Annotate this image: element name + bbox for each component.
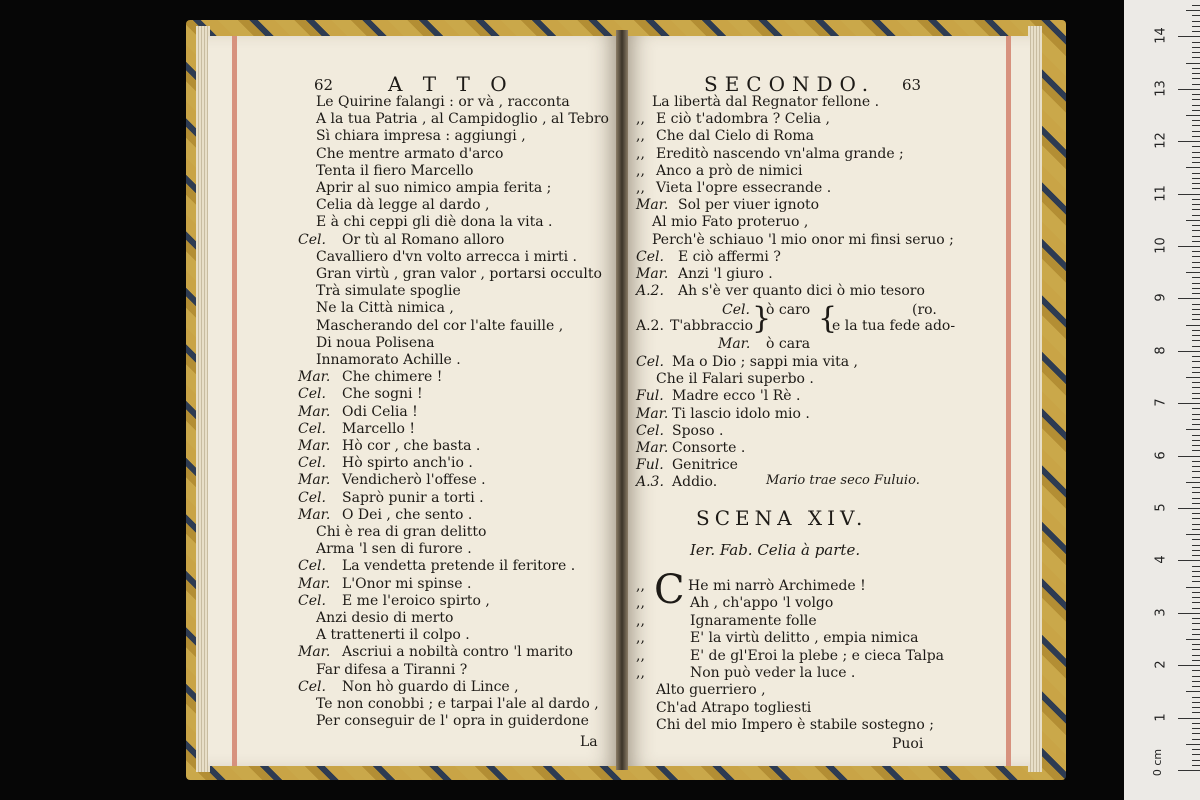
ruler-tick — [1178, 718, 1200, 719]
verse-text: Te non conobbi ; e tarpai l'ale al dardo , — [316, 696, 599, 712]
verse-text: Alto guerriero , — [656, 682, 766, 699]
ruler-tick — [1192, 110, 1200, 111]
ruler-tick — [1178, 508, 1200, 509]
ruler-tick — [1178, 403, 1200, 404]
verse-text: Vieta l'opre essecrande . — [656, 180, 832, 196]
ruler-tick — [1192, 288, 1200, 289]
verse-text: Sì chiara impresa : aggiungi , — [316, 128, 526, 145]
ruler-tick — [1186, 167, 1200, 168]
ruler-tick — [1192, 356, 1200, 357]
quote-mark: ,, — [636, 111, 645, 128]
ruler-tick — [1192, 236, 1200, 237]
ruler-tick — [1192, 592, 1200, 593]
ruler-tick — [1192, 256, 1200, 257]
ruler-tick — [1192, 697, 1200, 698]
speaker-label: Mar. — [636, 266, 669, 282]
speaker-label: Mar. — [298, 472, 331, 489]
verse-text: Tenta il fiero Marcello — [316, 162, 474, 179]
verse-text: Chi è rea di gran delitto — [316, 524, 487, 540]
ruler-tick — [1192, 618, 1200, 619]
speaker-label: Cel. — [298, 386, 326, 403]
ruler-tick — [1192, 424, 1200, 425]
right-red-edge — [1006, 36, 1011, 766]
ruler-number: 3 — [1153, 608, 1169, 617]
ruler-tick — [1192, 387, 1200, 388]
ruler-tick — [1178, 246, 1200, 247]
verse-text: Perch'è schiauo 'l mio onor mi finsi seruo ; — [652, 231, 954, 248]
ruler-tick — [1192, 765, 1200, 766]
verse-text: E' la virtù delitto , empia nimica — [690, 630, 919, 647]
ruler-tick — [1178, 665, 1200, 666]
left-catchword: La — [580, 734, 598, 750]
verse-text: E me l'eroico spirto , — [342, 592, 490, 609]
ruler-tick — [1192, 372, 1200, 373]
verse-text: Marcello ! — [342, 420, 415, 437]
ruler-tick — [1192, 230, 1200, 231]
ruler-tick — [1178, 298, 1200, 299]
verse-text: Madre ecco 'l Rè . — [672, 388, 801, 405]
ruler-tick — [1192, 445, 1200, 446]
ruler-tick — [1192, 393, 1200, 394]
ruler-tick — [1192, 760, 1200, 761]
speaker-label: Cel. — [298, 592, 326, 609]
verse-text: E ciò t'adombra ? Celia , — [656, 111, 830, 128]
verse-text: He mi narrò Archimede ! — [688, 578, 866, 594]
ruler-tick — [1192, 309, 1200, 310]
ruler-tick — [1186, 272, 1200, 273]
verse-text: Le Quirine falangi : or và , racconta — [316, 94, 570, 110]
speaker-label: Ful. — [636, 388, 664, 405]
scene-title: SCENA XIV. — [696, 506, 868, 530]
speaker-label: A.3. — [636, 474, 664, 491]
ruler-tick — [1192, 26, 1200, 27]
speaker-label: Mar. — [636, 440, 669, 456]
ruler-tick — [1192, 634, 1200, 635]
verse-text: Aprir al suo nimico ampia ferita ; — [316, 180, 552, 196]
ruler-tick — [1192, 47, 1200, 48]
ruler-number: 6 — [1153, 450, 1169, 460]
drop-capital: C — [654, 567, 685, 613]
quote-mark: ,, — [636, 612, 645, 629]
ruler-tick — [1192, 419, 1200, 420]
ruler-tick — [1192, 157, 1200, 158]
ruler-tick — [1186, 10, 1200, 11]
speaker-label: Mar. — [298, 403, 331, 420]
speaker-label: Cel. — [636, 354, 664, 370]
verse-text: Che mentre armato d'arco — [316, 145, 504, 162]
ruler-tick — [1192, 571, 1200, 572]
ruler-tick — [1192, 346, 1200, 347]
ruler-tick — [1192, 267, 1200, 268]
ruler-tick — [1192, 15, 1200, 16]
ruler-tick — [1192, 555, 1200, 556]
ruler-tick — [1186, 325, 1200, 326]
ruler-tick — [1192, 225, 1200, 226]
ruler-number: 4 — [1153, 555, 1169, 565]
book-gutter — [616, 30, 628, 770]
ruler-tick — [1178, 770, 1200, 771]
ruler-tick — [1192, 686, 1200, 687]
ruler-tick — [1192, 188, 1200, 189]
verse-text: Or tù al Romano alloro — [342, 231, 505, 248]
ruler-tick — [1192, 707, 1200, 708]
speaker-label: Ful. — [636, 457, 664, 474]
duet-mar-word: ò cara — [766, 336, 811, 352]
ruler-tick — [1192, 670, 1200, 671]
ruler-tick — [1192, 73, 1200, 74]
verse-text: E' de gl'Eroi la plebe ; e cieca Talpa — [690, 647, 944, 664]
ruler-number: 11 — [1153, 184, 1169, 202]
verse-text: Trà simulate spoglie — [316, 283, 461, 300]
right-brace-icon: { — [818, 301, 838, 336]
ruler-tick — [1192, 545, 1200, 546]
speaker-label: Mar. — [636, 197, 669, 214]
quote-mark: ,, — [636, 578, 645, 594]
ruler-tick — [1192, 398, 1200, 399]
ruler-tick — [1192, 125, 1200, 126]
verse-text: Saprò punir a torti . — [342, 489, 484, 506]
ruler-number: 2 — [1153, 660, 1169, 669]
verse-text: A la tua Patria , al Campidoglio , al Tebro — [316, 111, 609, 128]
ruler-tick — [1178, 613, 1200, 614]
ruler-tick — [1192, 361, 1200, 362]
ruler-tick — [1192, 304, 1200, 305]
ruler-tick — [1192, 204, 1200, 205]
verse-text: Di noua Polisena — [316, 334, 435, 351]
quote-mark: ,, — [636, 647, 645, 664]
ruler-tick — [1192, 183, 1200, 184]
ruler-tick — [1192, 466, 1200, 467]
right-page-edges — [1028, 26, 1042, 772]
ruler-tick — [1192, 199, 1200, 200]
ruler-tick — [1192, 581, 1200, 582]
speaker-label: Mar. — [298, 575, 331, 592]
ruler-tick — [1178, 89, 1200, 90]
left-red-edge — [232, 36, 237, 766]
ruler-tick — [1192, 477, 1200, 478]
ruler-tick — [1192, 5, 1200, 6]
right-catchword: Puoi — [892, 736, 924, 752]
right-running-head: SECONDO. — [704, 72, 876, 96]
duet-tail-over: (ro. — [912, 302, 937, 318]
ruler-tick — [1192, 518, 1200, 519]
quote-mark: ,, — [636, 180, 645, 196]
ruler-tick — [1192, 513, 1200, 514]
verse-text: Celia dà legge al dardo , — [316, 197, 490, 214]
quote-mark: ,, — [636, 595, 645, 612]
ruler-tick — [1192, 251, 1200, 252]
ruler-tick — [1192, 623, 1200, 624]
verse-text: Addio. — [672, 474, 718, 491]
ruler-tick — [1192, 277, 1200, 278]
verse-text: Per conseguir de l' opra in guiderdone — [316, 713, 589, 730]
ruler-tick — [1192, 99, 1200, 100]
ruler-number: 1 — [1153, 712, 1169, 722]
verse-text: E ciò affermi ? — [678, 248, 781, 265]
ruler-tick — [1192, 241, 1200, 242]
speaker-label: Cel. — [298, 558, 326, 575]
ruler-tick — [1186, 691, 1200, 692]
ruler-tick — [1192, 146, 1200, 147]
ruler-tick — [1192, 262, 1200, 263]
verse-text: Anco a prò de nimici — [656, 162, 803, 179]
duet-mar-label: Mar. — [718, 336, 751, 352]
ruler-tick — [1192, 728, 1200, 729]
ruler-tick — [1192, 21, 1200, 22]
ruler-tick — [1192, 136, 1200, 137]
verse-text: Hò cor , che basta . — [342, 438, 481, 454]
ruler-tick — [1192, 749, 1200, 750]
ruler-tick — [1192, 319, 1200, 320]
ruler-number: 12 — [1153, 132, 1169, 149]
speaker-label: Cel. — [298, 489, 326, 506]
verse-text: Innamorato Achille . — [316, 352, 461, 368]
verse-text: A trattenerti il colpo . — [316, 627, 470, 644]
quote-mark: ,, — [636, 145, 645, 162]
ruler-number: 8 — [1153, 346, 1169, 355]
quote-mark: ,, — [636, 630, 645, 647]
speaker-label: Mar. — [298, 438, 331, 454]
ruler-tick — [1192, 94, 1200, 95]
ruler-number: 14 — [1153, 27, 1169, 45]
ruler-tick — [1186, 220, 1200, 221]
ruler-tick — [1192, 681, 1200, 682]
ruler-tick — [1192, 340, 1200, 341]
ruler-tick — [1192, 660, 1200, 661]
verse-text: Ignaramente folle — [690, 612, 817, 629]
ruler-tick — [1192, 524, 1200, 525]
verse-text: Ah s'è ver quanto dici ò mio tesoro — [678, 283, 925, 300]
verse-text: Sposo . — [672, 422, 724, 439]
ruler-tick — [1192, 120, 1200, 121]
verse-text: Non può veder la luce . — [690, 665, 856, 681]
ruler-tick — [1178, 194, 1200, 195]
duet-lead: T'abbraccio — [670, 318, 754, 334]
left-brace-icon: } — [752, 301, 772, 336]
left-page-number: 62 — [314, 76, 334, 94]
verse-text: L'Onor mi spinse . — [342, 575, 472, 592]
ruler-tick — [1192, 131, 1200, 132]
speaker-label: Cel. — [298, 420, 326, 437]
verse-text: Mascherando del cor l'alte fauille , — [316, 317, 564, 334]
left-running-head: A T T O — [388, 72, 514, 96]
ruler-tick — [1192, 293, 1200, 294]
ruler-tick — [1192, 754, 1200, 755]
ruler-tick — [1192, 68, 1200, 69]
ruler-tick — [1186, 63, 1200, 64]
speaker-label: Cel. — [298, 678, 326, 695]
verse-text: Che sogni ! — [342, 386, 423, 403]
ruler-tick — [1186, 744, 1200, 745]
verse-text: Che dal Cielo di Roma — [656, 128, 815, 145]
ruler-tick — [1178, 351, 1200, 352]
ruler-tick — [1192, 649, 1200, 650]
verse-text: Gran virtù , gran valor , portarsi occulto — [316, 266, 602, 282]
ruler-tick — [1192, 330, 1200, 331]
verse-text: La vendetta pretende il feritore . — [342, 558, 576, 575]
ruler-tick — [1192, 723, 1200, 724]
ruler-tick — [1192, 676, 1200, 677]
ruler-tick — [1192, 42, 1200, 43]
ruler-number: 5 — [1153, 503, 1169, 512]
ruler-tick — [1186, 482, 1200, 483]
verse-text: Odi Celia ! — [342, 403, 418, 420]
verse-text: Anzi 'l giuro . — [678, 266, 773, 282]
verse-text: Consorte . — [672, 440, 746, 456]
ruler-tick — [1192, 566, 1200, 567]
scene-persons: Ier. Fab. Celia à parte. — [690, 541, 861, 559]
ruler-tick — [1192, 209, 1200, 210]
verse-text: Cavalliero d'vn volto arrecca i mirti . — [316, 248, 577, 265]
verse-text: Ch'ad Atrapo togliesti — [656, 699, 812, 716]
ruler-tick — [1192, 31, 1200, 32]
duet-tail: e la tua fede ado- — [832, 318, 956, 334]
ruler-tick — [1192, 152, 1200, 153]
ruler-tick — [1192, 487, 1200, 488]
ruler-tick — [1192, 57, 1200, 58]
ruler-tick — [1192, 178, 1200, 179]
ruler-tick — [1186, 377, 1200, 378]
speaker-label: A.2. — [636, 283, 664, 300]
ruler-tick — [1178, 456, 1200, 457]
ruler-number: 7 — [1153, 398, 1169, 407]
ruler-tick — [1192, 576, 1200, 577]
speaker-label: Cel. — [298, 455, 326, 472]
duet-cel-word: ò caro — [766, 302, 811, 318]
ruler-tick — [1192, 503, 1200, 504]
ruler-number: 9 — [1153, 293, 1169, 303]
verse-text: Ah , ch'appo 'l volgo — [690, 595, 834, 612]
quote-mark: ,, — [636, 162, 645, 179]
verse-text: Hò spirto anch'io . — [342, 455, 473, 472]
verse-text: Far difesa a Tiranni ? — [316, 661, 468, 678]
ruler-tick — [1192, 440, 1200, 441]
ruler-tick — [1186, 429, 1200, 430]
ruler-tick — [1192, 105, 1200, 106]
ruler-tick — [1192, 215, 1200, 216]
ruler-tick — [1192, 283, 1200, 284]
stage-direction: Mario trae seco Fuluio. — [766, 473, 920, 488]
ruler-tick — [1192, 550, 1200, 551]
quote-mark: ,, — [636, 665, 645, 681]
ruler-tick — [1192, 78, 1200, 79]
ruler-tick — [1178, 36, 1200, 37]
ruler-tick — [1192, 84, 1200, 85]
verse-text: Che il Falari superbo . — [656, 371, 814, 388]
ruler-tick — [1192, 644, 1200, 645]
speaker-label: Mar. — [298, 369, 331, 386]
ruler-tick — [1192, 173, 1200, 174]
verse-text: Ne la Città nimica , — [316, 300, 454, 317]
ruler-tick — [1192, 608, 1200, 609]
ruler-tick — [1192, 471, 1200, 472]
ruler-tick — [1192, 629, 1200, 630]
ruler-tick — [1186, 587, 1200, 588]
ruler-tick — [1192, 733, 1200, 734]
ruler-tick — [1192, 597, 1200, 598]
duet-cel-label: Cel. — [722, 302, 750, 318]
speaker-label: Cel. — [298, 231, 326, 248]
speaker-label: Cel. — [636, 248, 664, 265]
ruler-tick — [1192, 498, 1200, 499]
verse-text: Che chimere ! — [342, 369, 443, 386]
ruler-tick — [1186, 115, 1200, 116]
right-page-number: 63 — [902, 76, 922, 94]
quote-mark: ,, — [636, 128, 645, 145]
verse-text: O Dei , che sento . — [342, 506, 473, 523]
ruler-tick — [1192, 408, 1200, 409]
ruler-unit: 0 cm — [1151, 748, 1165, 777]
ruler-tick — [1192, 435, 1200, 436]
ruler-number: 13 — [1153, 80, 1169, 97]
ruler-tick — [1192, 335, 1200, 336]
speaker-label: Mar. — [298, 506, 331, 523]
ruler-tick — [1192, 655, 1200, 656]
ruler-tick — [1192, 382, 1200, 383]
verse-text: Ti lascio idolo mio . — [672, 405, 810, 422]
verse-text: Non hò guardo di Lince , — [342, 678, 519, 695]
verse-text: E à chi ceppi gli diè dona la vita . — [316, 214, 553, 231]
verse-text: Ereditò nascendo vn'alma grande ; — [656, 145, 904, 162]
ruler-tick — [1186, 639, 1200, 640]
ruler-tick — [1186, 534, 1200, 535]
ruler-number: 10 — [1153, 237, 1169, 254]
verse-text: Genitrice — [672, 457, 738, 474]
ruler-tick — [1192, 314, 1200, 315]
ruler-tick — [1192, 529, 1200, 530]
verse-text: Ma o Dio ; sappi mia vita , — [672, 354, 858, 370]
ruler-tick — [1192, 539, 1200, 540]
speaker-label: Mar. — [298, 644, 331, 661]
ruler-tick — [1192, 162, 1200, 163]
ruler-tick — [1192, 739, 1200, 740]
verse-text: Chi del mio Impero è stabile sostegno ; — [656, 717, 934, 734]
ruler-tick — [1192, 450, 1200, 451]
speaker-label: Mar. — [636, 405, 669, 422]
duet-speaker: A.2. — [636, 318, 664, 334]
ruler-tick — [1192, 461, 1200, 462]
ruler-tick — [1178, 141, 1200, 142]
ruler-tick — [1192, 492, 1200, 493]
verse-text: Vendicherò l'offese . — [342, 472, 486, 489]
verse-text: Ascriui a nobiltà contro 'l marito — [342, 644, 573, 661]
ruler-tick — [1178, 560, 1200, 561]
ruler-tick — [1192, 712, 1200, 713]
speaker-label: Cel. — [636, 422, 664, 439]
ruler-tick — [1192, 414, 1200, 415]
verse-text: Arma 'l sen di furore . — [316, 541, 472, 558]
ruler-tick — [1192, 367, 1200, 368]
ruler-tick — [1192, 702, 1200, 703]
ruler-tick — [1192, 52, 1200, 53]
verse-text: Anzi desio di merto — [316, 610, 454, 626]
ruler-tick — [1192, 602, 1200, 603]
verse-text: La libertà dal Regnator fellone . — [652, 94, 880, 110]
verse-text: Sol per viuer ignoto — [678, 197, 820, 214]
verse-text: Al mio Fato proteruo , — [652, 214, 809, 231]
